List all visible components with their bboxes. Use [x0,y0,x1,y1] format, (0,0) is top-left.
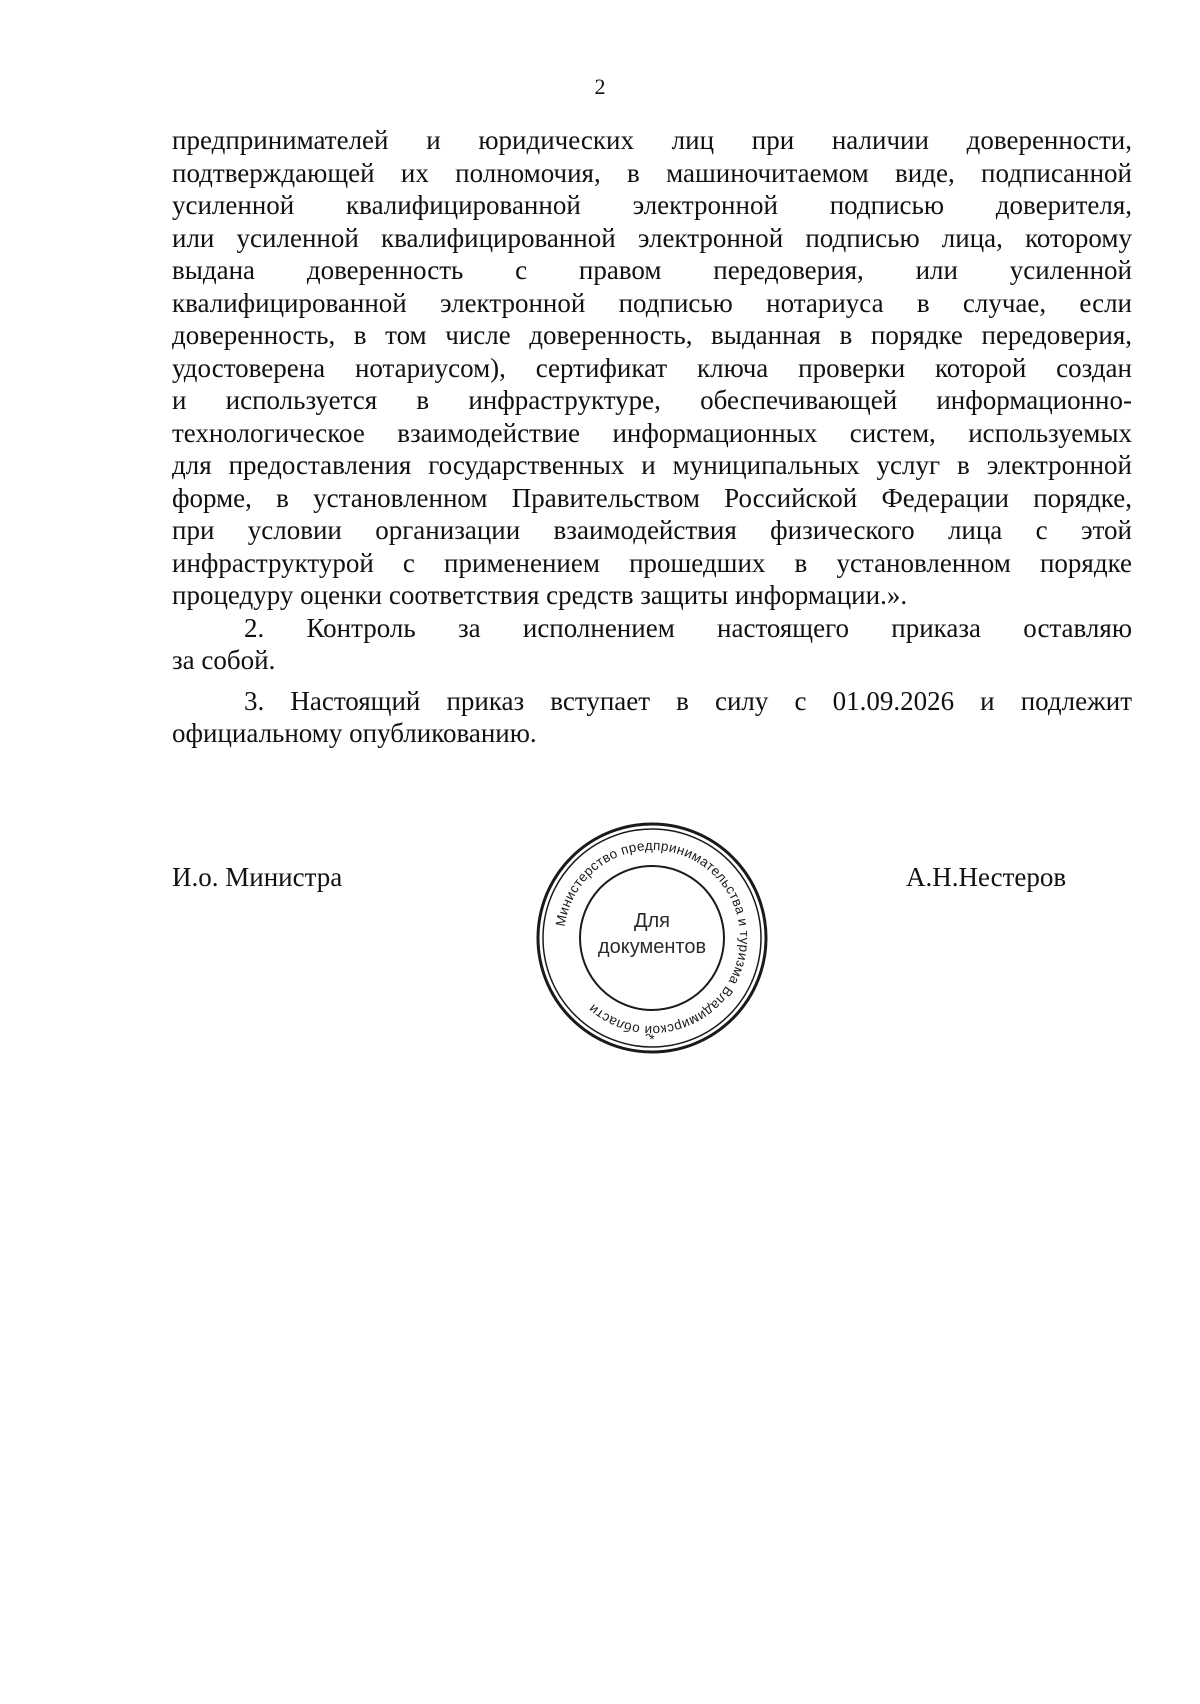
text-line: и используется в инфраструктуре, обеспечивающей информационно- [172,385,1132,415]
text-line: выдана доверенность с правом передоверия, или усиленной [172,255,1132,285]
text-line: удостоверена нотариусом), сертификат ключа проверки которой создан [172,352,1132,383]
text-line: процедуру оценки соответствия средств защиты информации.». [172,580,908,610]
signatory-position: И.о. Министра [172,862,343,892]
text-line: предпринимателей и юридических лиц при наличии доверенности, [172,125,1132,155]
text-line: 3. Настоящий приказ вступает в силу с 01.09.2026 и подлежит [244,685,1132,716]
document-body [172,124,1132,750]
svg-text:*: * [649,1031,655,1047]
stamp-center-line: Для [633,910,671,932]
paragraph-item-3 [172,685,1132,750]
paragraph-continuation [172,124,1132,612]
text-line: квалифицированной электронной подписью нотариуса в случае, если [172,287,1132,318]
page-number: 2 [594,74,606,99]
text-line: для предоставления государственных и муниципальных услуг в электронной [172,450,1132,480]
text-line: за собой. [172,645,276,675]
text-line: технологическое взаимодействие информационных систем, используемых [172,417,1132,448]
text-line: доверенность, в том числе доверенность, выданная в порядке передоверия, [172,320,1132,350]
text-line: инфраструктурой с применением прошедших в установленном порядке [172,547,1132,578]
paragraph-item-2 [172,612,1132,677]
text-line: или усиленной квалифицированной электронной подписью лица, которому [172,222,1132,253]
svg-text:Министерство предпринимательст: Министерство предпринимательства и туризма Владимирской области [552,837,753,1039]
text-line: форме, в установленном Правительством Российской Федерации порядке, [172,482,1132,513]
text-line: подтверждающей их полномочия, в машиночитаемом виде, подписанной [172,157,1132,188]
text-line: при условии организации взаимодействия физического лица с этой [172,515,1132,545]
text-line: усиленной квалифицированной электронной подписью доверителя, [172,190,1132,220]
stamp-center-line: документов [597,936,707,958]
official-stamp [532,818,772,1058]
text-line: официальному опубликованию. [172,718,537,748]
signatory-name: А.Н.Нестеров [906,862,1067,892]
text-line: 2. Контроль за исполнением настоящего приказа оставляю [244,612,1132,643]
